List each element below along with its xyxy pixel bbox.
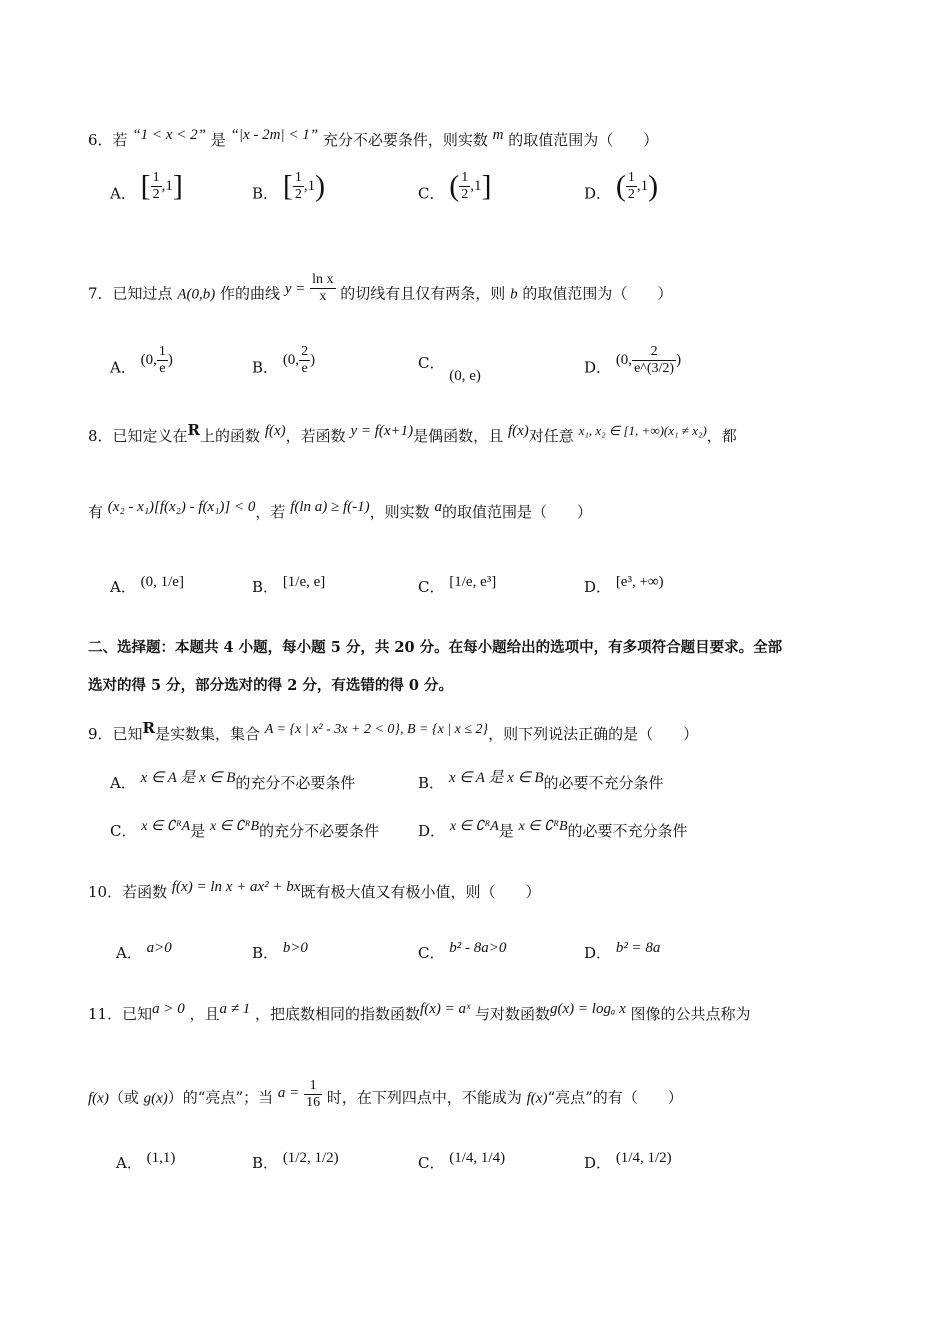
q9-option-b[interactable]: B． x ∈ A 是 x ∈ B的必要不充分条件 [418,770,664,792]
q11-option-a[interactable]: A． (1,1) [116,1150,176,1172]
q7-option-c[interactable]: C． (0, e) [418,354,481,384]
q8-option-c[interactable]: C． [1/e, e³] [418,574,497,596]
question-11-stem-line-2: f(x)（或 g(x)）的“亮点”；当 a = $\frac{1}{16}$ 时，在下列四点中，不能成为 f(x)“亮点”的有（ ） [88,1078,683,1110]
q11-option-b[interactable]: B． (1/2, 1/2) [252,1150,339,1172]
q9-option-d[interactable]: D． x ∈ ∁ᴿA是 x ∈ ∁ᴿB的必要不充分条件 [418,819,688,840]
q8-option-a[interactable]: A． (0, 1/e] [110,574,184,596]
question-11-stem-line-1: 11．已知a > 0 ，且a ≠ 1 ，把底数相同的指数函数f(x) = aˣ 与对数函数g(x) = logₐ x 图像的公共点称为 [88,1001,751,1023]
q11-a-fraction: $\frac{1}{16}$ [306,1078,321,1110]
q6-option-a[interactable]: A． [ $\frac{1}{2}$ ,1] [110,169,183,203]
q10-option-c[interactable]: C． b² - 8a>0 [418,940,507,962]
question-6-stem: 6．若 “1 < x < 2” 是 “|x - 2m| < 1” 充分不必要条件，则实数 m 的取值范围为（ ） [88,127,659,149]
question-8-stem-line-2: 有 (x₂ - x₁)[f(x₂) - f(x₁)] < 0，若 f(ln a) ≥ f(-1)，则实数 a的取值范围是（ ） [88,499,592,521]
question-10-stem: 10．若函数 f(x) = ln x + ax² + bx既有极大值又有极小值，则（ ） [88,879,541,901]
q11-option-d[interactable]: D． (1/4, 1/2) [584,1150,672,1172]
q10-option-d[interactable]: D． b² = 8a [584,940,661,962]
q10-option-a[interactable]: A． a>0 [116,940,172,962]
q8-option-d[interactable]: D． [e³, +∞) [584,574,664,596]
q6-option-b[interactable]: B． [ $\frac{1}{2}$ ,1) [252,169,326,203]
q10-option-b[interactable]: B． b>0 [252,940,308,962]
q6-condition-2: “|x - 2m| < 1” [230,127,319,143]
q7-option-a[interactable]: A． (0, $\frac{1}{e}$ ) [110,344,173,377]
section-2-heading-line-1: 二、选择题：本题共 4 小题，每小题 5 分，共 20 分。在每小题给出的选项中，有多项符合题目要求。全部 [88,639,783,656]
q7-option-b[interactable]: B． (0, $\frac{2}{e}$ ) [252,344,316,377]
q9-option-c[interactable]: C． x ∈ ∁ᴿA是 x ∈ ∁ᴿB的充分不必要条件 [110,819,380,840]
q6-option-d[interactable]: D． ( $\frac{1}{2}$ ,1) [584,169,659,203]
section-2-heading-line-2: 选对的得 5 分，部分选对的得 2 分，有选错的得 0 分。 [88,677,454,694]
q8-option-b[interactable]: B． [1/e, e] [252,574,326,596]
q7-option-d[interactable]: D． (0, $\frac{2}{e\^{}(3/2)}$ ) [584,344,682,377]
q6-condition-1: “1 < x < 2” [132,127,206,143]
q7-curve-fraction: $\frac{\text{ln x}}{x}$ [312,272,334,304]
question-8-stem-line-1: 8．已知定义在R上的函数 f(x)，若函数 y = f(x+1)是偶函数，且 f(x)对任意 x₁, x₂ ∈ [1, +∞)(x₁ ≠ x₂)，都 [88,421,737,445]
q9-option-a[interactable]: A． x ∈ A 是 x ∈ B的充分不必要条件 [110,770,356,792]
question-7-stem: 7．已知过点 A(0,b) 作的曲线 y = $\frac{\text{ln x}}{x}$ 的切线有且仅有两条，则 b 的取值范围为（ ） [88,272,673,304]
q11-option-c[interactable]: C． (1/4, 1/4) [418,1150,506,1172]
question-9-stem: 9．已知R是实数集，集合 A = {x | x² - 3x + 2 < 0}, B = {x | x ≤ 2}，则下列说法正确的是（ ） [88,719,699,743]
q6-option-c[interactable]: C． ( $\frac{1}{2}$ ,1] [418,169,492,203]
